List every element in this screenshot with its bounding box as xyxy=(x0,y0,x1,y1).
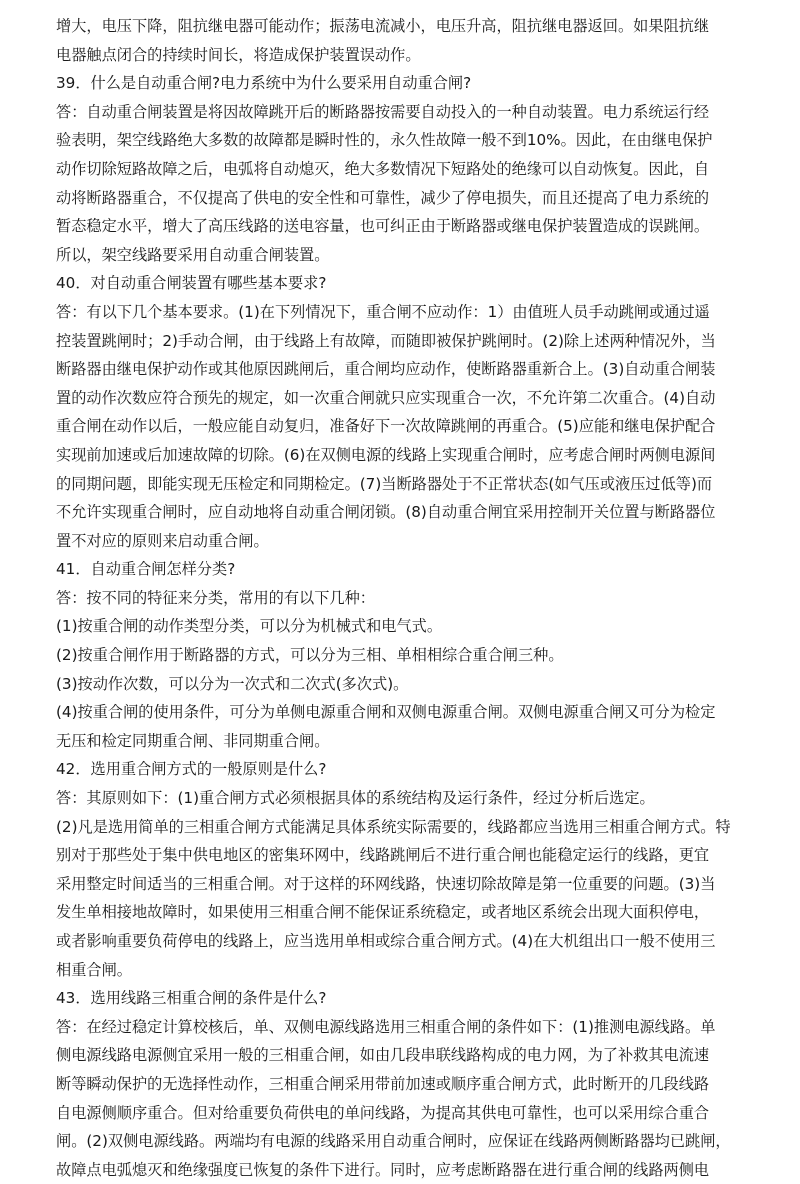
text-line: 动作切除短路故障之后，电弧将自动熄灭，绝大多数情况下短路处的绝缘可以自动恢复。因此，自 xyxy=(56,159,710,178)
text-line: (2)凡是选用简单的三相重合闸方式能满足具体系统实际需要的，线路都应当选用三相重合闸方式。特 xyxy=(56,817,731,836)
text-line: 侧电源线路电源侧宜采用一般的三相重合闸，如由几段串联线路构成的电力网，为了补救其电流速 xyxy=(56,1046,710,1065)
text-line: 采用整定时间适当的三相重合闸。对于这样的环网线路，快速切除故障是第一位重要的问题。(3)当 xyxy=(56,874,716,893)
question-heading: 41．自动重合闸怎样分类? xyxy=(56,560,236,579)
text-line: 答：在经过稳定计算校核后，单、双侧电源线路选用三相重合闸的条件如下：(1)推测电源线路。单 xyxy=(56,1017,716,1036)
text-line: 发生单相接地故障时，如果使用三相重合闸不能保证系统稳定，或者地区系统会出现大面积停电， xyxy=(56,903,710,922)
text-line: 电器触点闭合的持续时间长，将造成保护装置误动作。 xyxy=(56,45,421,64)
text-line: 断等瞬动保护的无选择性动作，三相重合闸采用带前加速或顺序重合闸方式，此时断开的几段线路 xyxy=(56,1074,710,1093)
text-line: 无压和检定同期重合闸、非同期重合闸。 xyxy=(56,731,330,750)
text-line: 答：自动重合闸装置是将因故障跳开后的断路器按需要自动投入的一种自动装置。电力系统运行经 xyxy=(56,102,710,121)
text-line: 故障点电弧熄灭和绝缘强度已恢复的条件下进行。同时，应考虑断路器在进行重合闸的线路两侧电 xyxy=(56,1160,710,1179)
text-line: 验表明，架空线路绝大多数的故障都是瞬时性的，永久性故障一般不到10%。因此，在由继电保护 xyxy=(56,131,713,150)
text-line: 实现前加速或后加速故障的切除。(6)在双侧电源的线路上实现重合闸时，应考虑合闸时两侧电源间 xyxy=(56,445,716,464)
question-heading: 42．选用重合闸方式的一般原则是什么? xyxy=(56,760,327,779)
question-heading: 40．对自动重合闸装置有哪些基本要求? xyxy=(56,274,327,293)
text-line: (1)按重合闸的动作类型分类，可以分为机械式和电气式。 xyxy=(56,617,443,636)
question-heading: 39．什么是自动重合闸?电力系统中为什么要采用自动重合闸? xyxy=(56,74,472,93)
text-line: 暂态稳定水平，增大了高压线路的送电容量，也可纠正由于断路器或继电保护装置造成的误跳闸。 xyxy=(56,217,710,236)
text-line: 动将断路器重合，不仅提高了供电的安全性和可靠性，减少了停电损失，而且还提高了电力系统的 xyxy=(56,188,710,207)
text-line: 不允许实现重合闸时，应自动地将自动重合闸闭锁。(8)自动重合闸宜采用控制开关位置与断路器位 xyxy=(56,503,716,522)
text-line: 的同期问题，即能实现无压检定和同期检定。(7)当断路器处于不正常状态(如气压或液压过低等)而 xyxy=(56,474,713,493)
text-line: 别对于那些处于集中供电地区的密集环网中，线路跳闸后不进行重合闸也能稳定运行的线路，更宜 xyxy=(56,846,710,865)
text-line: 答：其原则如下：(1)重合闸方式必须根据具体的系统结构及运行条件，经过分析后选定。 xyxy=(56,789,655,808)
text-line: 所以，架空线路要采用自动重合闸装置。 xyxy=(56,245,330,264)
text-line: 重合闸在动作以后，一般应能自动复归，准备好下一次故障跳闸的再重合。(5)应能和继电保护配合 xyxy=(56,417,716,436)
text-line: (2)按重合闸作用于断路器的方式，可以分为三相、单相相综合重合闸三种。 xyxy=(56,646,564,665)
text-line: 增大，电压下降，阻抗继电器可能动作；振荡电流减小，电压升高，阻抗继电器返回。如果阻抗继 xyxy=(56,17,710,35)
question-heading: 43．选用线路三相重合闸的条件是什么? xyxy=(56,989,327,1008)
text-line: 置的动作次数应符合预先的规定，如一次重合闸就只应实现重合一次，不允许第二次重合。(4)自动 xyxy=(56,388,716,407)
text-line: 答：有以下几个基本要求。(1)在下列情况下，重合闸不应动作：1）由值班人员手动跳闸或通过遥 xyxy=(56,302,710,321)
text-line: (4)按重合闸的使用条件，可分为单侧电源重合闸和双侧电源重合闸。双侧电源重合闸又可分为检定 xyxy=(56,703,716,722)
text-line: 或者影响重要负荷停电的线路上，应当选用单相或综合重合闸方式。(4)在大机组出口一般不使用三 xyxy=(56,932,716,950)
text-line: 自电源侧顺序重合。但对给重要负荷供电的单问线路，为提高其供电可靠性，也可以采用综合重合 xyxy=(56,1103,710,1122)
text-line: 闸。(2)双侧电源线路。两端均有电源的线路采用自动重合闸时，应保证在线路两侧断路器均已跳闸， xyxy=(56,1132,731,1151)
text-line: 断路器由继电保护动作或其他原因跳闸后，重合闸均应动作，使断路器重新合上。(3)自动重合闸装 xyxy=(56,360,716,379)
text-line: (3)按动作次数，可以分为一次式和二次式(多次式)。 xyxy=(56,674,409,693)
text-line: 答：按不同的特征来分类，常用的有以下几种： xyxy=(56,588,375,607)
text-line: 置不对应的原则来启动重合闸。 xyxy=(56,531,269,550)
text-line: 相重合闸。 xyxy=(56,960,132,979)
text-line: 控装置跳闸时；2)手动合闸，由于线路上有故障，而随即被保护跳闸时。(2)除上述两种情况外，当 xyxy=(56,331,716,350)
